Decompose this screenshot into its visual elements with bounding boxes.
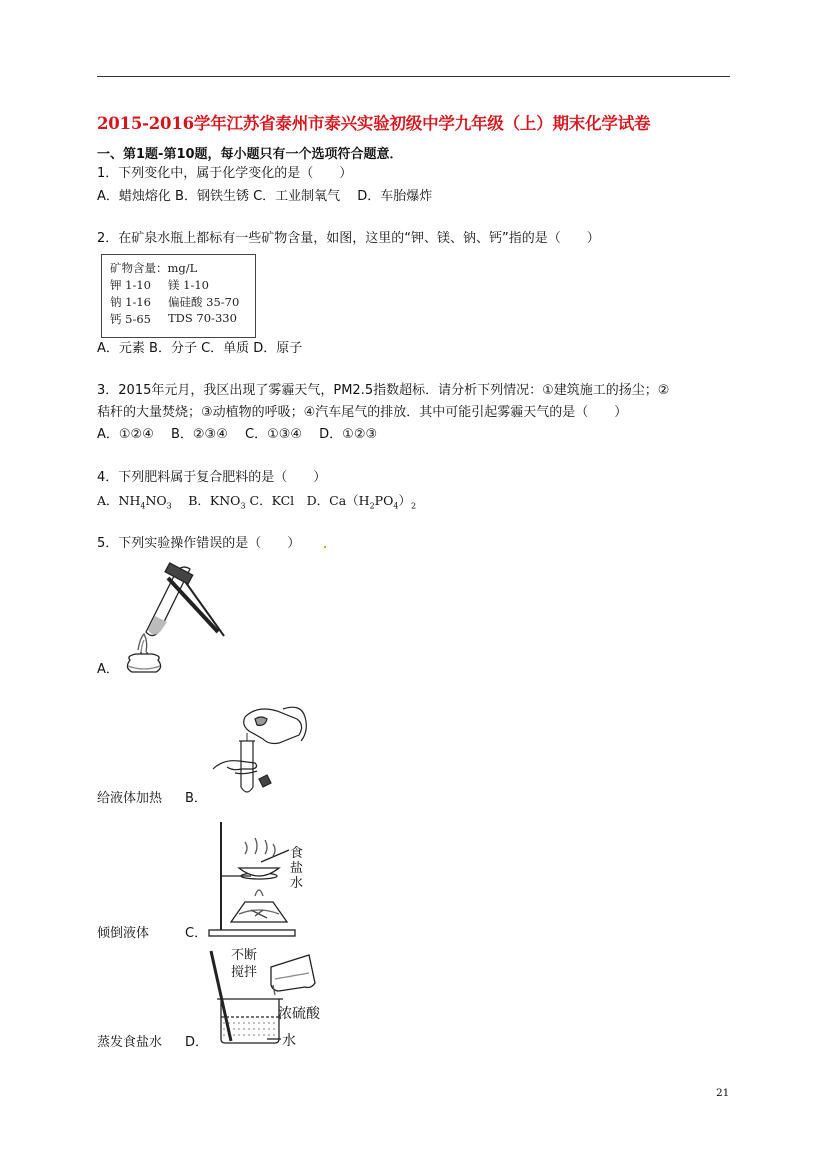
q4-sub: 2: [410, 501, 417, 511]
question-4-options: [97, 492, 416, 516]
fig-d-stir-label: [231, 947, 257, 981]
question-3-stem-line1: 3．2015年元月，我区出现了雾霾天气，PM2.5指数超标．请分析下列情况：①建筑施工的扬尘；②: [97, 383, 670, 398]
q4-sub: 3: [166, 501, 172, 511]
option-d-label: D．: [185, 1035, 209, 1050]
fig-c-label-3: 水: [290, 876, 304, 891]
mineral-k: 钾 1-10: [110, 278, 151, 292]
option-a-label: A．: [97, 662, 119, 677]
q4-sub: 3: [240, 501, 246, 511]
header-rule: [97, 76, 730, 77]
figure-pouring-liquid: [205, 705, 315, 805]
q4-opt-d-close: ）: [398, 493, 411, 508]
option-c-label: C．: [185, 926, 208, 941]
q4-sub: 2: [369, 501, 375, 511]
q4-opt-cd: C．KCl D．Ca（H: [245, 493, 370, 508]
option-d-caption: 蒸发食盐水: [97, 1035, 163, 1050]
mineral-si: 偏硅酸 35-70: [168, 295, 240, 309]
fig-d-stir-1: 不断: [231, 948, 258, 963]
fig-d-acid-label: 浓硫酸: [278, 1006, 320, 1022]
question-1-stem: 1．下列变化中，属于化学变化的是（ ）: [97, 166, 353, 181]
figure-diluting-acid: [205, 945, 325, 1050]
q4-opt-a-mid: NO: [145, 493, 167, 508]
option-c-caption: 倾倒液体: [97, 926, 150, 941]
question-3-stem-line2: 秸秆的大量焚烧；③动植物的呼吸；④汽车尾气的排放．其中可能引起雾霾天气的是（ ）: [97, 405, 628, 420]
question-2-options: A．元素 B．分子 C．单质 D．原子: [97, 341, 303, 356]
question-4-stem: 4．下列肥料属于复合肥料的是（ ）: [97, 470, 327, 485]
q4-opt-b: B．KNO: [171, 493, 241, 508]
option-b-label: B．: [185, 791, 207, 806]
q4-sub: 4: [393, 501, 399, 511]
option-b-caption: 给液体加热: [97, 791, 163, 806]
mineral-na: 钠 1-16: [110, 295, 151, 309]
fig-d-stir-2: 搅拌: [231, 965, 258, 980]
q4-sub: 4: [140, 501, 146, 511]
figure-heating-liquid: [118, 560, 228, 675]
q4-opt-a: A．NH: [97, 493, 141, 508]
mineral-header: 矿物含量：mg/L: [110, 261, 198, 275]
question-2-stem: 2．在矿泉水瓶上都标有一些矿物含量，如图，这里的“钾、镁、钠、钙”指的是（ ）: [97, 231, 600, 246]
section-heading: 一、第1题-第10题，每小题只有一个选项符合题意．: [97, 147, 403, 162]
question-5-stem: 5．下列实验操作错误的是（ ）: [97, 536, 301, 551]
page-number: 21: [716, 1087, 730, 1099]
question-1-options: A．蜡烛熔化 B．钢铁生锈 C．工业制氧气 D．车胎爆炸: [97, 189, 433, 204]
question-3-options: A．①②④ B．②③④ C．①③④ D．①②③: [97, 427, 378, 442]
decorative-dot: [324, 546, 326, 548]
page-title: 2015-2016学年江苏省泰州市泰兴实验初级中学九年级（上）期末化学试卷: [97, 114, 651, 133]
fig-c-label-1: 食: [290, 846, 304, 861]
fig-c-label: [290, 846, 303, 891]
mineral-ca: 钙 5-65: [110, 312, 151, 326]
fig-d-water-label: 水: [282, 1033, 296, 1049]
fig-c-label-2: 盐: [290, 861, 304, 876]
mineral-content-label: [101, 254, 256, 338]
mineral-tds: TDS 70-330: [168, 311, 237, 325]
mineral-mg: 镁 1-10: [168, 278, 209, 292]
q4-opt-d-mid: PO: [374, 493, 394, 508]
